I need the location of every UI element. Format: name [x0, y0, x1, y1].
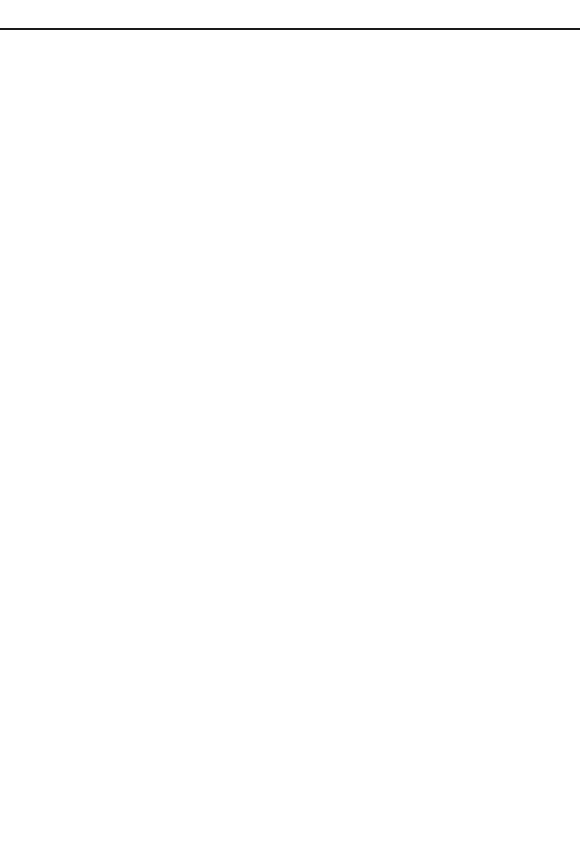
- masthead: [0, 0, 580, 30]
